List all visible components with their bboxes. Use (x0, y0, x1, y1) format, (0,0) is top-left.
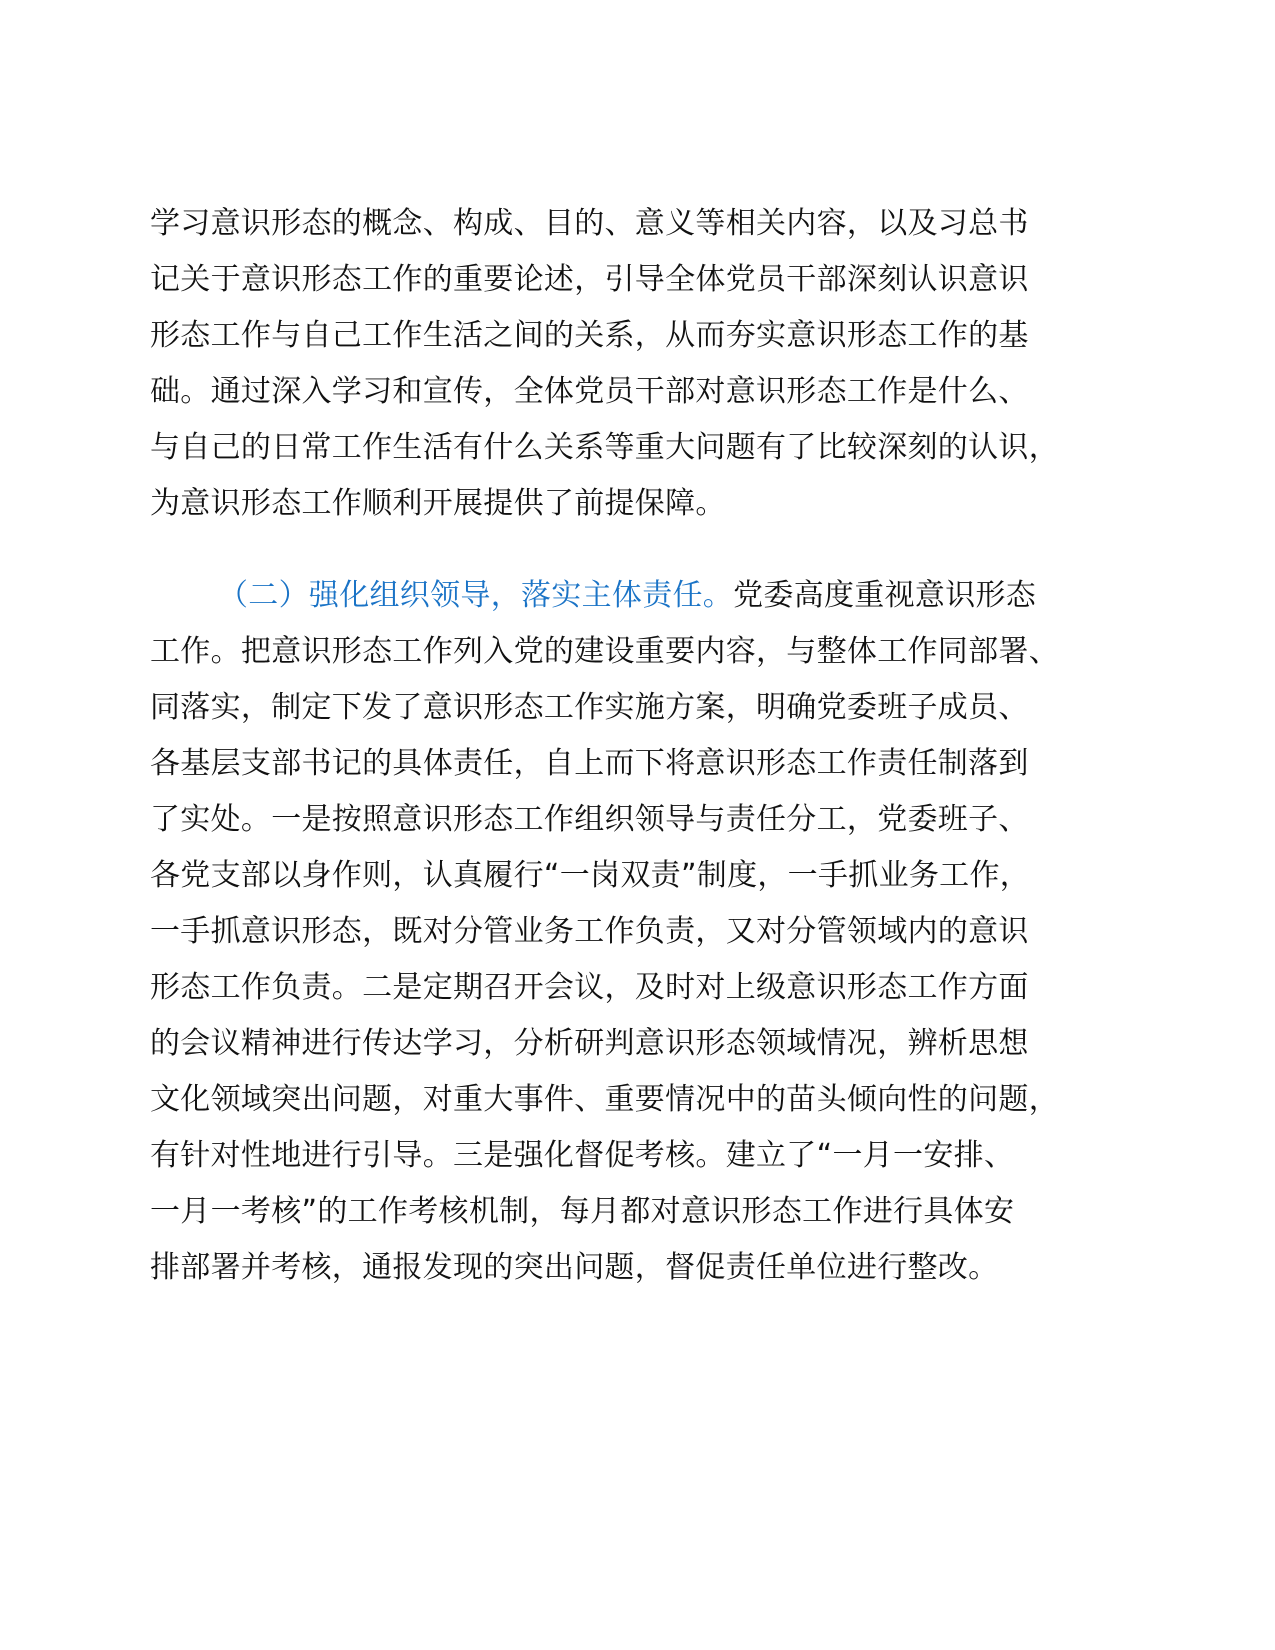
paragraph-2-line: 文化领域突出问题，对重大事件、重要情况中的苗头倾向性的问题， (150, 1082, 1059, 1117)
paragraph-2-line: 一手抓意识形态，既对分管业务工作负责，又对分管领域内的意识 (150, 914, 1029, 949)
paragraph-2-line: 有针对性地进行引导。三是强化督促考核。建立了“一月一安排、 (150, 1138, 1015, 1173)
paragraph-2-line: 排部署并考核，通报发现的突出问题，督促责任单位进行整改。 (150, 1250, 999, 1285)
paragraph-2-line: 了实处。一是按照意识形态工作组织领导与责任分工，党委班子、 (150, 802, 1029, 837)
paragraph-1-line: 记关于意识形态工作的重要论述，引导全体党员干部深刻认识意识 (150, 262, 1029, 297)
paragraph-2-line: 各基层支部书记的具体责任，自上而下将意识形态工作责任制落到 (150, 746, 1029, 781)
paragraph-2-line: 同落实，制定下发了意识形态工作实施方案，明确党委班子成员、 (150, 690, 1029, 725)
paragraph-2-line: 工作。把意识形态工作列入党的建设重要内容，与整体工作同部署、 (150, 634, 1059, 669)
paragraph-2-line: 一月一考核”的工作考核机制，每月都对意识形态工作进行具体安 (150, 1194, 1015, 1229)
paragraph-1-line: 学习意识形态的概念、构成、目的、意义等相关内容，以及习总书 (150, 206, 1029, 241)
paragraph-1-line: 与自己的日常工作生活有什么关系等重大问题有了比较深刻的认识， (150, 430, 1059, 465)
paragraph-2-line: 的会议精神进行传达学习，分析研判意识形态领域情况，辨析思想 (150, 1026, 1029, 1061)
paragraph-2 (150, 568, 1140, 1296)
paragraph-2-first-line (150, 568, 1140, 624)
paragraph-1 (150, 196, 1140, 532)
paragraph-1-line: 础。通过深入学习和宣传，全体党员干部对意识形态工作是什么、 (150, 374, 1029, 409)
paragraph-1-line: 为意识形态工作顺利开展提供了前提保障。 (150, 486, 726, 521)
paragraph-2-line: 各党支部以身作则，认真履行“一岗双责”制度，一手抓业务工作， (150, 858, 1031, 893)
paragraph-2-line: 形态工作负责。二是定期召开会议，及时对上级意识形态工作方面 (150, 970, 1029, 1005)
section-heading: （二）强化组织领导，落实主体责任。 (218, 578, 734, 613)
paragraph-2-first-line-text: 党委高度重视意识形态 (733, 578, 1037, 613)
paragraph-1-line: 形态工作与自己工作生活之间的关系，从而夯实意识形态工作的基 (150, 318, 1029, 353)
